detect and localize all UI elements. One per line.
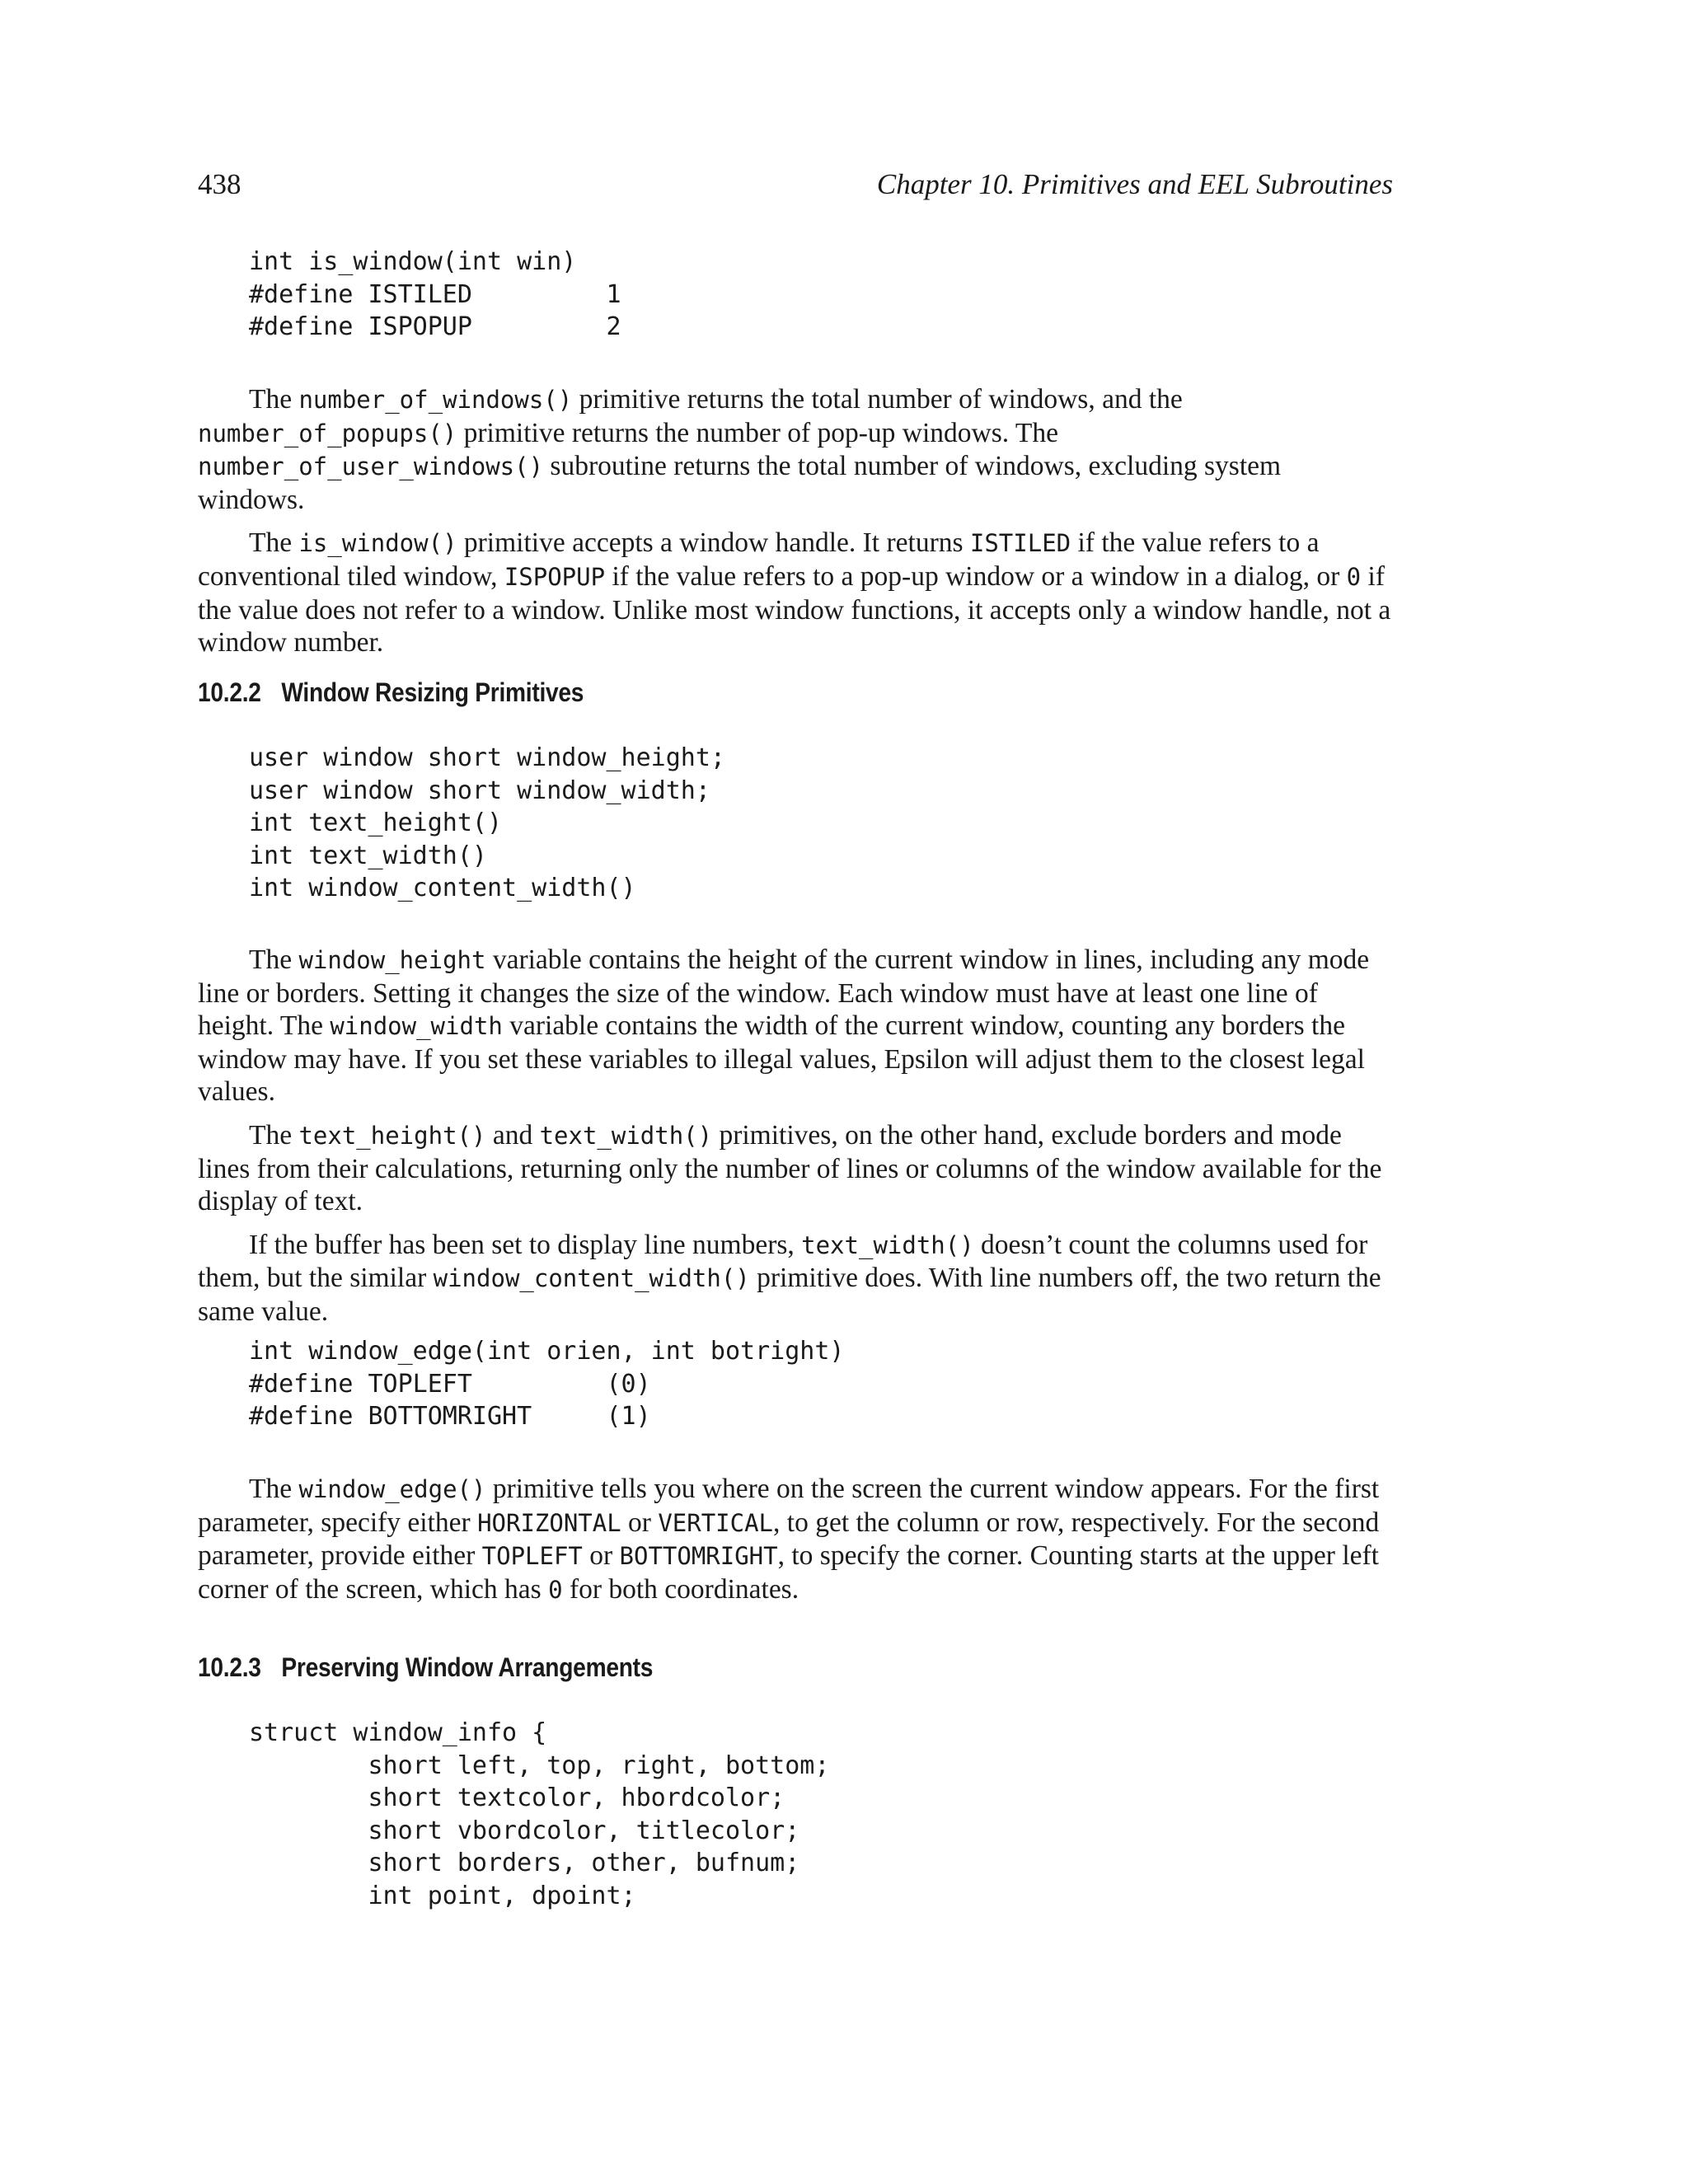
code-listing: user window short window_height; user window short window_width; int text_height() int text_width() int window_content_width() [249, 743, 725, 903]
section-number: 10.2.3 [198, 1652, 261, 1682]
paragraph-number-of-windows: The number_of_windows() primitive returns the total number of windows, and the number_of_popups() primitive returns the number of pop-up windows. The number_of_user_windows() subroutine returns the total number of windows, excluding system windows. [198, 384, 1282, 515]
text-block-window-counts [198, 383, 1393, 670]
code-listing: int window_edge(int orien, int botright) #define TOPLEFT (0) #define BOTTOMRIGHT (1) [249, 1337, 845, 1432]
code-block-window-edge [198, 1335, 1393, 1433]
code-listing: struct window_info { short left, top, right, bottom; short textcolor, hbordcolor; short vbordcolor, titlecolor; short borders, other, bufnum; int point, dpoint; [249, 1718, 830, 1910]
code-block-is-window [198, 246, 1393, 344]
text-block-window-edge [198, 1473, 1393, 1617]
code-block-window-info [198, 1717, 1393, 1913]
page-number: 438 [198, 168, 241, 200]
chapter-title: Chapter 10. Primitives and EEL Subroutines [876, 168, 1393, 200]
paragraph-window-edge: The window_edge() primitive tells you where on the screen the current window appears. For the first parameter, specify either HORIZONTAL or VERTICAL, to get the column or row, respectively. For the second parameter, provide either TOPLEFT or BOTTOMRIGHT, to specify the corner. Counting starts at the upper left corner of the screen, which has 0 for both coordinates. [198, 1474, 1380, 1605]
paragraph-text-height: The text_height() and text_width() primitives, on the other hand, exclude borders and mode lines from their calculations, returning only the number of lines or columns of the window available for the display of text. [198, 1119, 1382, 1217]
section-heading-preserving-arrangements [198, 1652, 653, 1683]
page-header [198, 168, 1393, 201]
section-heading-window-resizing [198, 677, 584, 708]
section-title: Window Resizing Primitives [281, 677, 584, 707]
paragraph-line-numbers: If the buffer has been set to display line numbers, text_width() doesn’t count the columns used for them, but the similar window_content_width() primitive does. With line numbers off, the two return the same value. [198, 1229, 1381, 1327]
code-listing: int is_window(int win) #define ISTILED 1 #define ISPOPUP 2 [249, 247, 621, 342]
section-number: 10.2.2 [198, 677, 261, 707]
text-block-window-resizing [198, 944, 1393, 1339]
paragraph-window-height: The window_height variable contains the height of the current window in lines, including any mode line or borders. Setting it changes the size of the window. Each window must have at least one line of height. The window_width variable contains the width of the current window, counting any borders the window may have. If you set these variables to illegal values, Epsilon will adjust them to the closest legal values. [198, 944, 1370, 1108]
paragraph-is-window: The is_window() primitive accepts a window handle. It returns ISTILED if the value refers to a conventional tiled window, ISPOPUP if the value refers to a pop-up window or a window in a dialog, or 0 if the value does not refer to a window. Unlike most window functions, it accepts only a window handle, not a window number. [198, 527, 1391, 658]
code-block-window-resizing [198, 742, 1393, 905]
section-title: Preserving Window Arrangements [281, 1652, 654, 1682]
